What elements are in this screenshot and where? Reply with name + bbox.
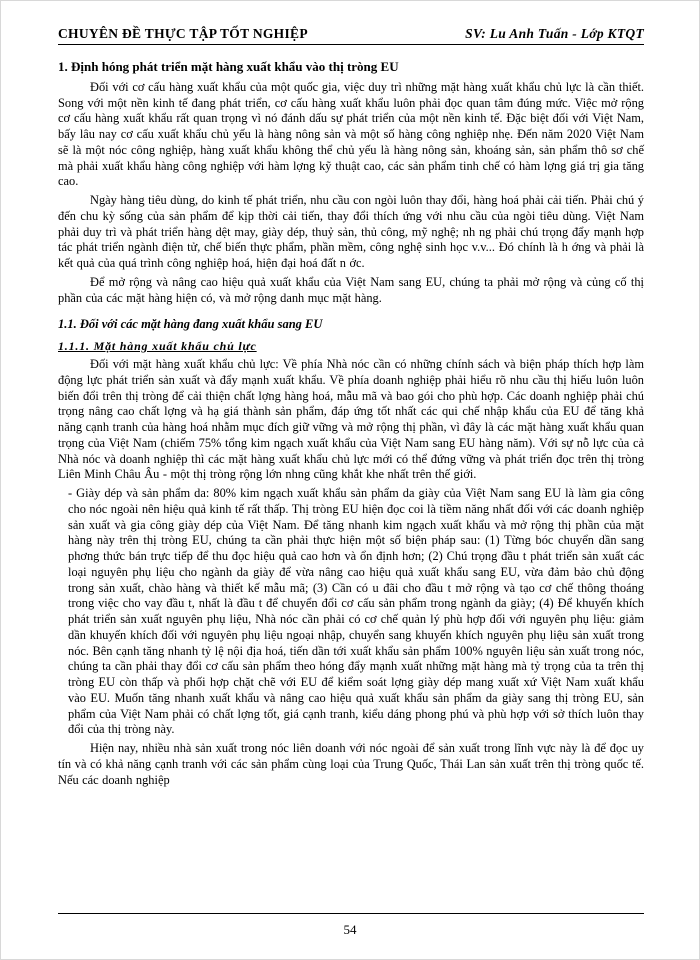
running-head xyxy=(58,26,644,42)
running-head-left: CHUYÊN ĐỀ THỰC TẬP TỐT NGHIỆP xyxy=(58,26,308,41)
paragraph: Đối với cơ cấu hàng xuất khẩu của một quốc gia, việc duy trì những mặt hàng xuất khẩu chủ lực là cần thiết. Song với một nền kinh tế đang phát triển, cơ cấu hàng xuất khẩu luôn phải đọc quan tâm đúng mức. Việc mở rộng cơ cấu hàng xuất khẩu rất quan trọng vì nó đánh dấu sự phát triển của một nền kinh tế. Đặc biệt đối với Việt Nam, bấy lâu nay cơ cấu xuất khẩu chủ yếu là hàng nông sản và một số hàng công nghiệp nhẹ. Đến năm 2020 Việt Nam sẽ là một nóc công nghiệp, hàng xuất khẩu không thể chủ yếu là hàng nông sản, khoáng sản, sản phẩm thô sơ chế mà phải xuất khẩu hàng công nghiệp với hàm lợng kỹ thuật cao, các sản phẩm tinh chế có hàm lợng giá trị gia tăng cao. xyxy=(58,79,644,189)
paragraph: Hiện nay, nhiều nhà sản xuất trong nóc liên doanh với nóc ngoài để sản xuất trong lĩnh vực này là để đọc uy tín và có khả năng cạnh tranh với các sản phẩm cùng loại của Trung Quốc, Thái Lan sản xuất trên thị tròng quốc tế. Nếu các doanh nghiệp xyxy=(58,741,644,787)
running-head-divider xyxy=(58,44,644,45)
bullet-paragraph: - Giày dép và sản phẩm da: 80% kim ngạch xuất khẩu sản phẩm da giày của Việt Nam sang EU là làm gia công cho nóc ngoài nên hiệu quả kinh tế rất thấp. Thị tròng EU hiện đọc coi là tiềm năng nhất đối với các doanh nghiệp sản xuất và gia công giày dép của Việt Nam. Để tăng nhanh kim ngạch xuất khẩu và mở rộng thị phần của mặt hàng này trên thị tròng EU, chúng ta cần phải thực hiện một số biện pháp sau: (1) Từng bóc chuyển dần sang phơng thức bán trực tiếp để thu đọc hiệu quả cao hơn và ổn định hơn; (2) Chú trọng đầu t phát triển sản xuất các loại nguyên phụ liệu cho ngành da giày để vừa nâng cao hiệu quả xuất khẩu sang EU, vừa đảm bảo chủ động trong sản xuất, chào hàng và thiết kế mẫu mã; (3) Cần có u đãi cho đầu t mở rộng và tạo cơ chế thông thoáng trong việc cho vay đầu t, nhất là đầu t để chuyển đổi cơ cấu sản phẩm trong ngành da giày; (4) Để khuyến khích phát triển sản xuất nguyên phụ liệu, Nhà nóc cần phải có cơ chế quản lý phù hợp đối với nguyên phụ liệu: giảm dần khuyến khích đối với nguyên phụ liệu ngoại nhập, chuyển sang khuyến khích nguyên phụ liệu sản xuất trong nóc. Bên cạnh tăng nhanh tỷ lệ nội địa hoá, tiến dần tới xuất khẩu sản phẩm 100% nguyên liệu sản xuất trong nóc, chúng ta cần phải thay đổi cơ cấu sản phẩm theo hóng đẩy mạnh xuất những mặt hàng mà tỷ trọng của ta trên thị tròng EU còn thấp và phối hợp chặt chẽ với EU để kiểm soát lợng giày dép mang xuất xứ Việt Nam xuất khẩu vào EU. Muốn tăng nhanh xuất khẩu và nâng cao hiệu quả xuất khẩu sản phẩm da giày sang thị tròng EU, sản phẩm của Việt Nam phải có chất lợng tốt, giá cạnh tranh, kiểu dáng phong phú và phù hợp với sở thích luôn thay đổi của thị tròng này. xyxy=(68,486,644,737)
paragraph: Đối với mặt hàng xuất khẩu chủ lực: Về phía Nhà nóc cần có những chính sách và biện pháp thích hợp làm động lực phát triển sản xuất và đẩy mạnh xuất khẩu. Về phía doanh nghiệp phải hiểu rõ nhu cầu thị hiếu luôn luôn biến đổi trên thị tròng để cải thiện chất lợng hàng hoá, mẫu mã và bao gói cho phù hợp. Các doanh nghiệp phải chú trọng nâng cao chất lợng và hạ giá thành sản phẩm, đáp ứng tốt nhất các qui chế nhập khẩu của EU để tăng khả năng cạnh tranh của hàng hoá nhằm mục đích giữ vững và mở rộng thị phần, vì đây là các mặt hàng xuất khẩu quan trọng của Việt Nam (chiếm 75% tổng kim ngạch xuất khẩu của Việt Nam sang EU hàng năm). Với sự nỗ lực của cả Nhà nóc và doanh nghiệp thì các mặt hàng xuất khẩu chủ lực mới có thể đứng vững và phát triển đọc trên thị tròng Liên Minh Châu Âu - một thị tròng rộng lớn nhng cũng khắt khe nhất trên thế giới. xyxy=(58,357,644,482)
footer-divider xyxy=(58,913,644,914)
subsection-heading: 1.1. Đối với các mặt hàng đang xuất khẩu sang EU xyxy=(58,317,323,332)
section-heading: 1. Định hóng phát triển mặt hàng xuất khẩu vào thị tròng EU xyxy=(58,59,399,74)
paragraph: Để mở rộng và nâng cao hiệu quả xuất khẩu của Việt Nam sang EU, chúng ta phải mở rộng và củng cố thị phần của các mặt hàng hiện có, và mở rộng danh mục mặt hàng. xyxy=(58,274,644,305)
subsubsection-heading: 1.1.1. Mặt hàng xuất khẩu chủ lực xyxy=(58,338,257,353)
running-head-right: SV: Lu Anh Tuấn - Lớp KTQT xyxy=(465,26,644,41)
paragraph: Ngày hàng tiêu dùng, do kinh tế phát triển, nhu cầu con ngòi luôn thay đổi, hàng hoá phải cải tiến. Phải chú ý đến chu kỳ sống của sản phẩm để kịp thời cải tiến, thay đổi thích ứng với nhu cầu của ngòi tiêu dùng. Việt Nam phải duy trì và phát triển hàng dệt may, giày dép, thuỷ sản, thủ công, mỹ nghệ; nh ng phải chú trọng đẩy mạnh hợp tác phát triển ngành điện tử, chế biến thực phẩm, phần mềm, công nghệ sinh học v.v... Đó chính là h ớng và phải là kết quả của quá trình công nghiệp hoá, hiện đại hoá đất n ớc. xyxy=(58,193,644,271)
page-number: 54 xyxy=(343,922,357,937)
page-content xyxy=(58,26,644,791)
